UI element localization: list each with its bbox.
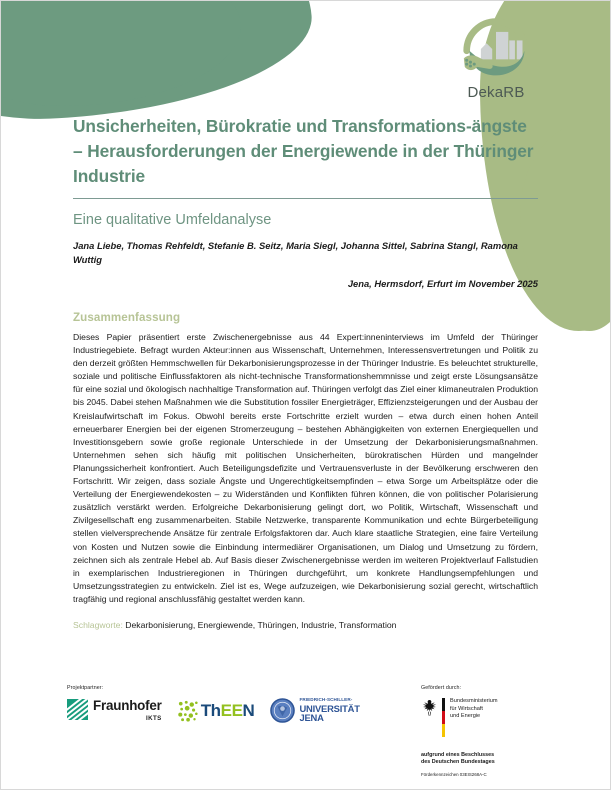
fsu-jena-wordmark [299,698,359,722]
fraunhofer-wordmark [93,699,162,723]
resolution-note-line-1: aufgrund eines Beschlusses [421,752,495,758]
keywords-line [73,619,538,632]
project-partners-block [67,685,360,723]
fsu-jena-logo [270,698,359,723]
university-seal-icon [270,698,295,723]
funded-by-label: Gefördert durch: [421,685,462,691]
ministry-name [450,698,498,721]
page-title: Unsicherheiten, Bürokratie und Transformations-ängste – Herausforderungen der Energiewende in der Thüringer Industrie [73,116,534,186]
bundestag-resolution-note [421,752,498,767]
fsu-line-3: JENA [299,712,324,724]
fsu-line-1: FRIEDRICH-SCHILLER- [299,697,353,703]
funding-code: Förderkennzeichen 03EIS268A-C [421,771,487,777]
fraunhofer-logo [67,699,162,723]
funding-block [421,685,498,777]
fraunhofer-institute: IKTS [145,715,162,723]
project-partners-label: Projektpartner: [67,685,104,691]
keywords-label: Schlagworte: [73,619,123,630]
ministry-line-3: und Energie [450,713,481,720]
abstract-body: Dieses Papier präsentiert erste Zwischenergebnisse aus 44 Expert:inneninterviews im Umfeld der Thüringer Industriegebiete. Befragt wurden Akteur:innen aus Wissenschaft, Unternehmen, Interessensvertretungen und Politik zu den derzeit größten Hemmschwellen für Dekarbonisierungsprozesse in der Thüringer Industrie. Es beleuchtet strukturelle, soziale und politische Einflussfaktoren als nicht-technische Transformationshemmnisse und zeigt erste Lösungsansätze für eine sozial und ökologisch nachhaltige Transformation auf. Thüringen verfolgt das Ziel einer klimaneutralen Produktion bis 2045. Dabei stehen Maßnahmen wie die Substitution fossiler Energieträger, Effizienzsteigerungen und der Ausbau der Kreislaufwirtschaft im Fokus. Obwohl bereits erste Fortschritte erzielt wurden – etwa durch einen hohen Anteil erneuerbarer Energien bei der eigenen Stromerzeugung – bestehen Abhängigkeiten von externen Energiequellen und Investitionsgebern sowie große regionale Unterschiede in der Umsetzung der Dekarbonisierungsmaßnahmen. Unternehmen sehen sich häufig mit politischen Unsicherheiten, bürokratischen Hürden und mangelnder Planungssicherheit konfrontiert. Auch Beteiligungsdefizite und Vertrauensverluste in der Bevölkerung erschweren den Fortschritt. Wir zeigen, dass soziale Ängste und Ungerechtigkeitsempfinden – etwa Sorge um Arbeitsplätze oder die Verteilung der Energiewendekosten – zu Widerständen und Konflikten führen können, die von politischer Polarisierung zusätzlich verstärkt werden. Erfolgreiche Dekarbonisierung gelingt dort, wo Politik, Wirtschaft, Wissenschaft und Zivilgesellschaft eng zusammenarbeiten. Stabile Netzwerke, transparente Kommunikation und echte Bürgerbeteiligung stellen vielversprechende Ansätze für zentrale Erfolgsfaktoren dar. Auch klare staatliche Strategien, eine faire Verteilung von Kosten und Nutzen sowie die Einbindung intermediärer Organisationen, um Dialog und Umsetzung zu fördern, zeichnen sich als zentrale Hebel ab. Auf Basis dieser Zwischenergebnisse werden im weiteren Projektverlauf Fallstudien in exemplarischen Industrieregionen in Thüringen durchgeführt, um konkrete Handlungsempfehlungen und Umsetzungsstrategien zu entwickeln. Ziel ist es, Wege aufzuzeigen, wie Dekarbonisierung sozial gerecht, wirtschaftlich tragfähig und regional anschlussfähig gestaltet werden kann. [73,332,538,604]
fraunhofer-name: Fraunhofer [93,697,162,713]
theen-name-part-1: Th [200,700,221,720]
keywords-values: Dekarbonisierung, Energiewende, Thüringen, Industrie, Transformation [125,619,397,630]
german-flag-bar-icon [442,698,445,737]
theen-name-part-3: N [242,700,255,720]
theen-name-part-2: EE [220,700,243,720]
theen-wordmark [201,701,255,721]
title-divider [73,198,538,199]
resolution-note-line-2: des Deutschen Bundestages [421,759,495,766]
bmwe-logo [421,698,498,737]
ministry-line-2: für Wirtschaft [450,705,483,712]
document-footer [1,677,610,789]
ministry-line-1: Bundesministerium [450,698,498,704]
place-and-date: Jena, Hermsdorf, Erfurt im November 2025 [347,278,538,289]
federal-eagle-icon [421,698,438,717]
page-subtitle: Eine qualitative Umfeldanalyse [73,212,272,228]
partner-logo-row [67,698,360,723]
author-list: Jana Liebe, Thomas Rehfeldt, Stefanie B. Seitz, Maria Siegl, Johanna Sittel, Sabrina Stangl, Ramona Wuttig [73,240,518,265]
dekarb-logo [448,13,544,101]
abstract-heading: Zusammenfassung [73,311,181,324]
fsu-line-2: UNIVERSITÄT [299,702,360,714]
fraunhofer-mark-icon [67,699,88,720]
theen-dots-icon [178,700,200,722]
dekarb-logo-text: DekaRB [467,84,525,101]
theen-logo [178,700,255,722]
dekarb-logo-icon [458,13,534,83]
